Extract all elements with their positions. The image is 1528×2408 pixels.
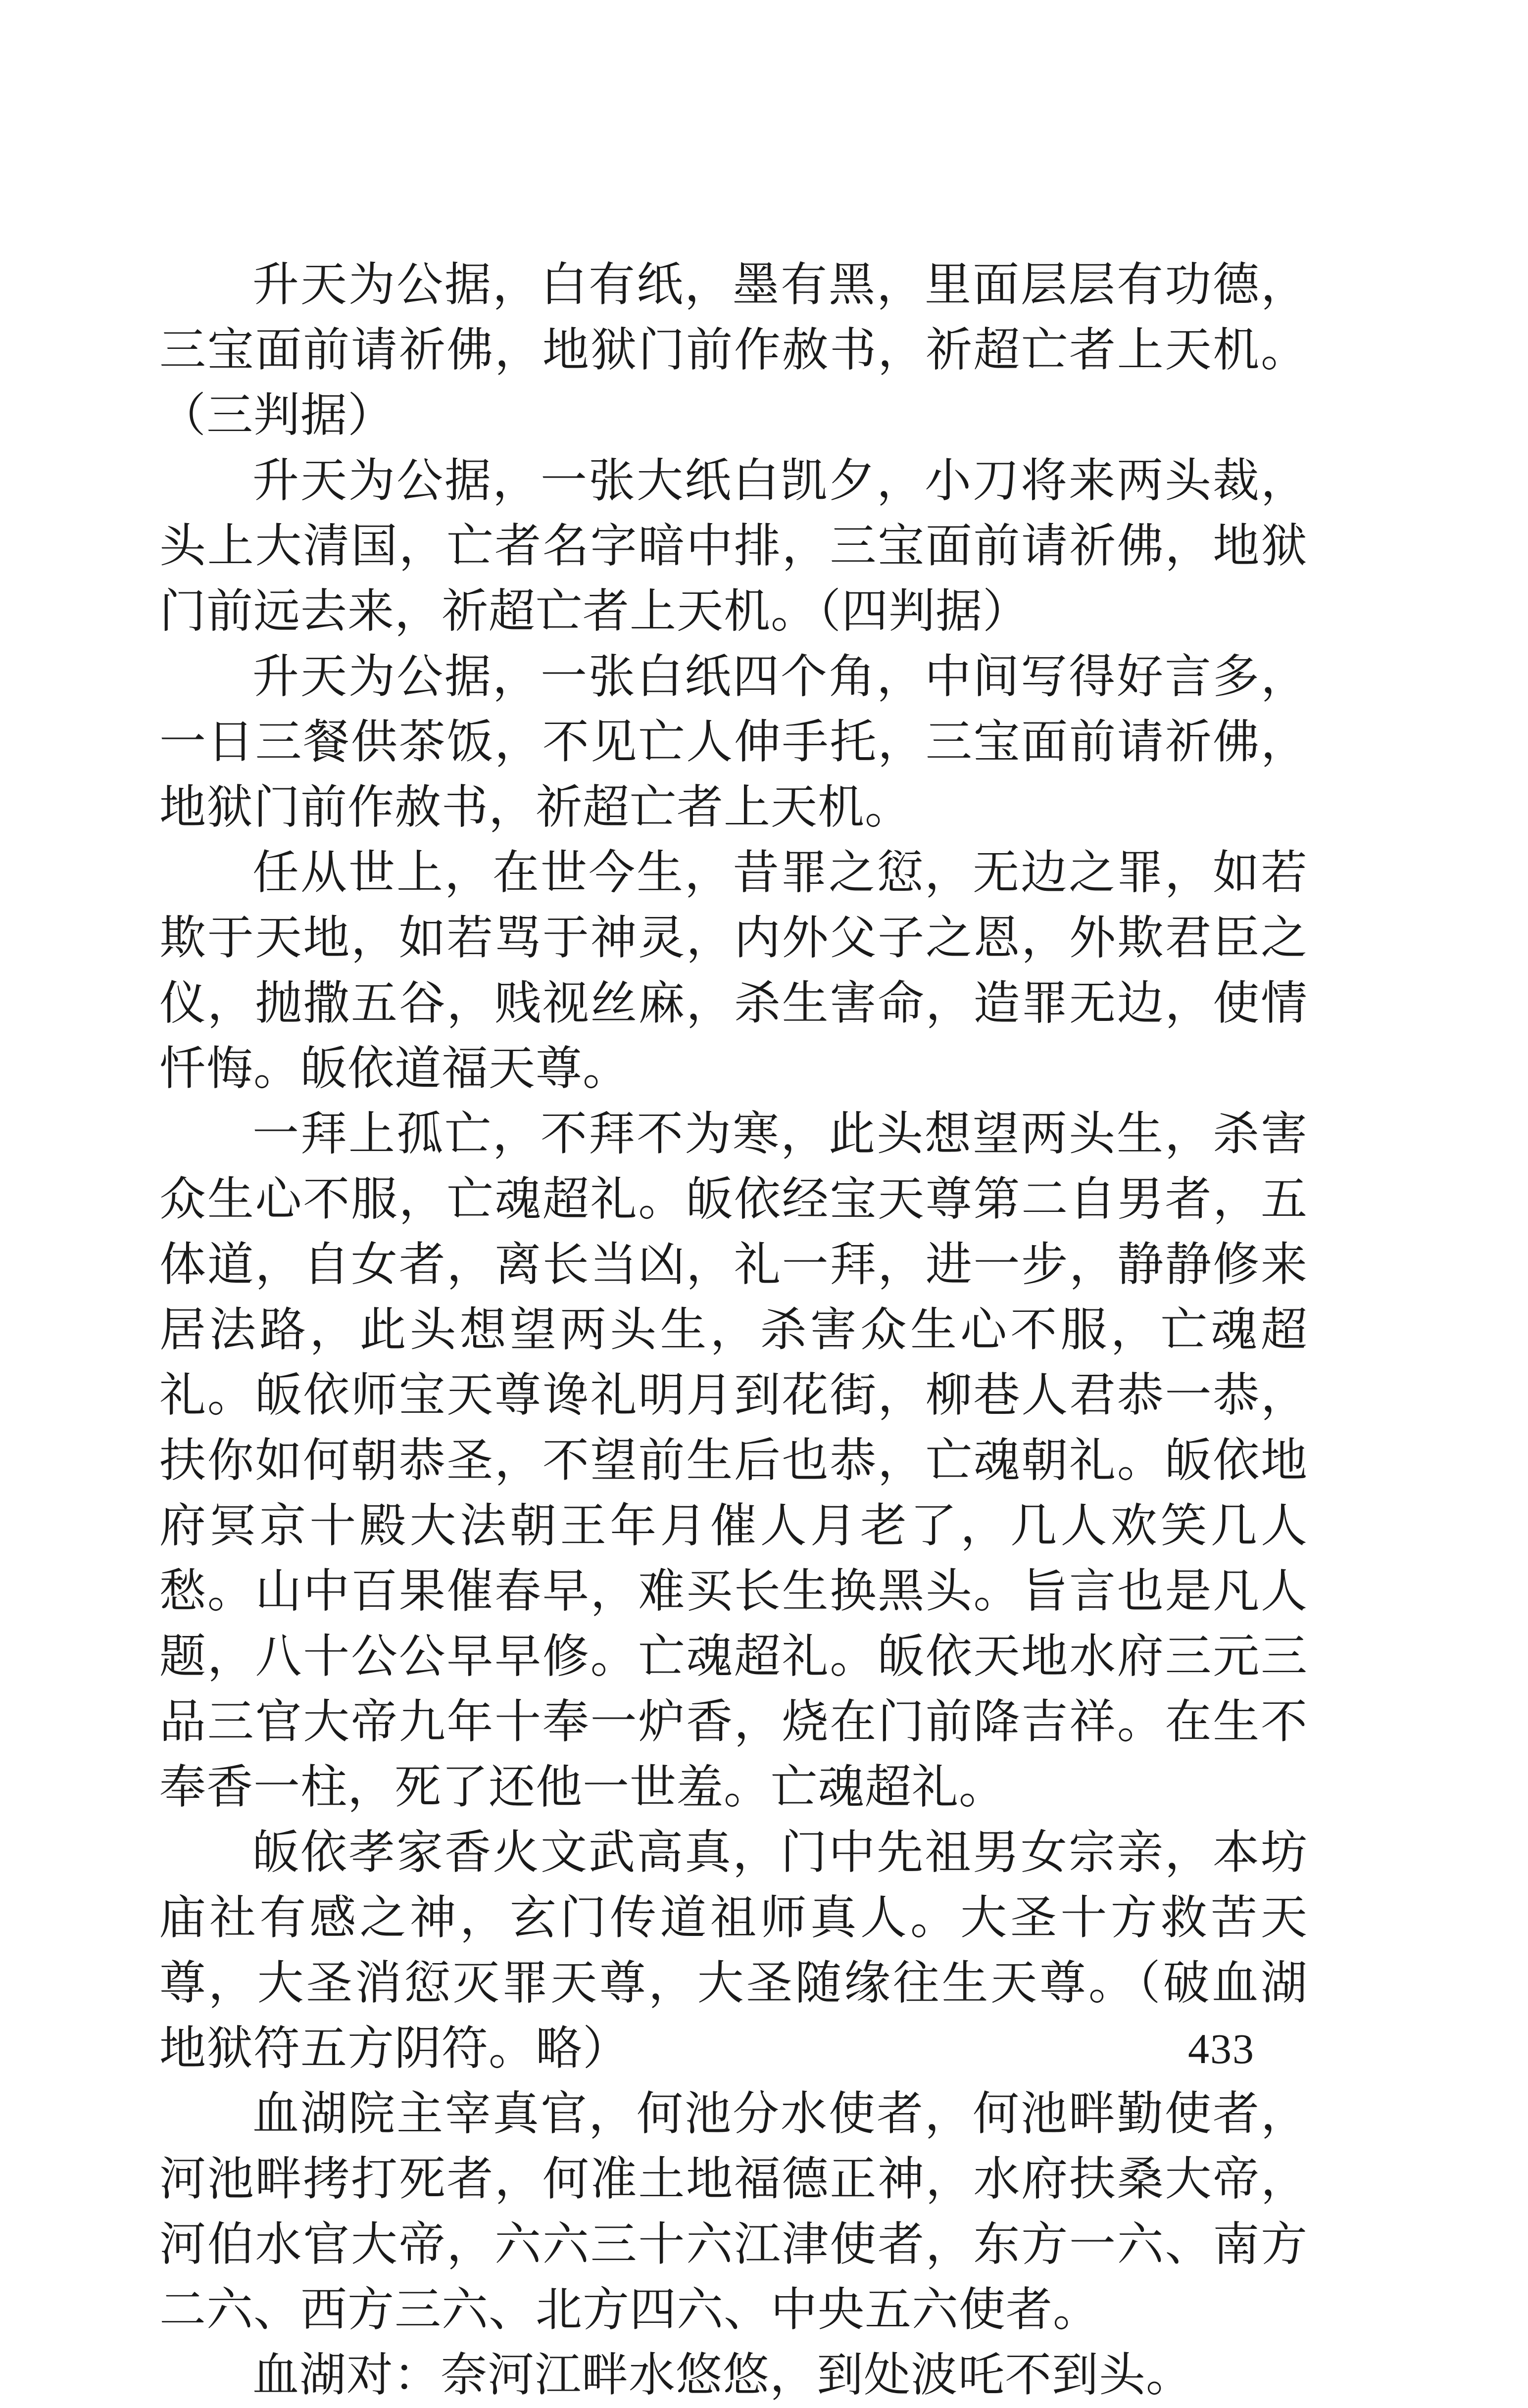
paragraph-7: 血湖院主宰真官，何池分水使者，何池畔勤使者，河池畔拷打死者，何准土地福德正神，水府扶桑大帝，河伯水官大帝，六六三十六江津使者，东方一六、南方二六、西方三六、北方四六、中央五六使者。 xyxy=(159,2087,1308,2337)
paragraph-3: 升天为公据，一张白纸四个角，中间写得好言多，一日三餐供茶饭，不见亡人伸手托，三宝面前请祈佛，地狱门前作赦书，祈超亡者上天机。 xyxy=(159,650,1308,834)
body-text xyxy=(159,252,1308,2408)
paragraph-2: 升天为公据，一张大纸白凯夕，小刀将来两头裁，头上大清国，亡者名字暗中排，三宝面前请祈佛，地狱门前远去来，祈超亡者上天机。（四判据） xyxy=(159,454,1308,638)
paragraph-8: 血湖对：奈河江畔水悠悠，到处波吒不到头。 xyxy=(252,2348,1193,2402)
paragraph-6: 皈依孝家香火文武高真，门中先祖男女宗亲，本坊庙社有感之神，玄门传道祖师真人。大圣十方救苦天尊，大圣消愆灭罪天尊，大圣随缘往生天尊。（破血湖地狱符五方阴符。略） xyxy=(159,1826,1308,2075)
page-number: 433 xyxy=(1188,2025,1255,2072)
paragraph-5: 一拜上孤亡，不拜不为寒，此头想望两头生，杀害众生心不服，亡魂超礼。皈依经宝天尊第二自男者，五体道，自女者，离长当凶，礼一拜，进一步，静静修来居法路，此头想望两头生，杀害众生心不服，亡魂超礼。皈依师宝天尊谗礼明月到花街，柳巷人君恭一恭，扶你如何朝恭圣，不望前生后也恭，亡魂朝礼。皈依地府冥京十殿大法朝王年月催人月老了，几人欢笑几人愁。山中百果催春早，难买长生换黑头。旨言也是凡人题，八十公公早早修。亡魂超礼。皈依天地水府三元三品三官大帝九年十奉一炉香，烧在门前降吉祥。在生不奉香一柱，死了还他一世羞。亡魂超礼。 xyxy=(159,1107,1308,1814)
paragraph-4: 任从世上，在世今生，昔罪之愆，无边之罪，如若欺于天地，如若骂于神灵，内外父子之恩，外欺君臣之仪，抛撒五谷，贱视丝麻，杀生害命，造罪无边，使情忏悔。皈依道福天尊。 xyxy=(159,846,1308,1096)
paragraph-1: 升天为公据，白有纸，墨有黑，里面层层有功德，三宝面前请祈佛，地狱门前作赦书，祈超亡者上天机。（三判据） xyxy=(159,258,1308,442)
